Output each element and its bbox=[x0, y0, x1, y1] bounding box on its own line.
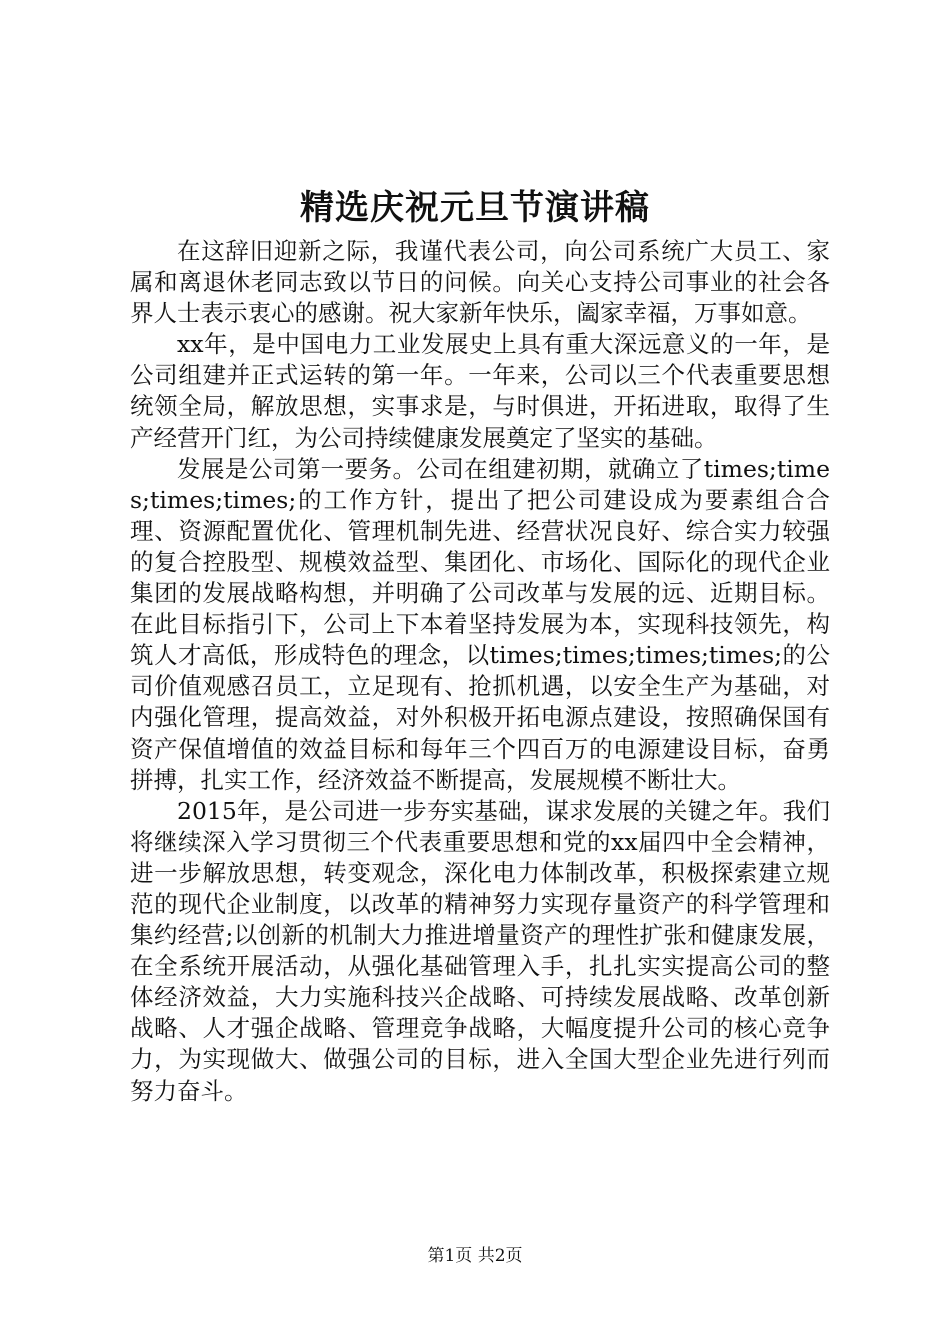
document-title: 精选庆祝元旦节演讲稿 bbox=[300, 188, 650, 228]
paragraph-development: 发展是公司第一要务。公司在组建初期，就确立了times;times;times;times;的工作方针，提出了把公司建设成为要素组合合理、资源配置优化、管理机制先进、经营状况良好、综合实力较强的复合控股型、规模效益型、集团化、市场化、国际化的现代企业集团的发展战略构想，并明确了公司改革与发展的远、近期目标。在此目标指引下，公司上下本着坚持发展为本，实现科技领先，构筑人才高低，形成特色的理念，以times;times;times;times;的公司价值观感召员工，立足现有、抢抓机遇，以安全生产为基础，对内强化管理，提高效益，对外积极开拓电源点建设，按照确保国有资产保值增值的效益目标和每年三个四百万的电源建设目标，奋勇拼搏，扎实工作，经济效益不断提高，发展规模不断壮大。 bbox=[130, 454, 830, 794]
paragraph-2015-plan: 2015年，是公司进一步夯实基础，谋求发展的关键之年。我们将继续深入学习贯彻三个代表重要思想和党的xx届四中全会精神，进一步解放思想，转变观念，深化电力体制改革，积极探索建立规范的现代企业制度，以改革的精神努力实现存量资产的科学管理和集约经营;以创新的机制大力推进增量资产的理性扩张和健康发展，在全系统开展活动，从强化基础管理入手，扎扎实实提高公司的整体经济效益，大力实施科技兴企战略、可持续发展战略、改革创新战略、人才强企战略、管理竞争战略，大幅度提升公司的核心竞争力，为实现做大、做强公司的目标，进入全国大型企业先进行列而努力奋斗。 bbox=[130, 796, 830, 1105]
paragraph-year-review: xx年，是中国电力工业发展史上具有重大深远意义的一年，是公司组建并正式运转的第一年。一年来，公司以三个代表重要思想统领全局，解放思想，实事求是，与时俱进，开拓进取，取得了生产经营开门红，为公司持续健康发展奠定了坚实的基础。 bbox=[130, 330, 830, 452]
paragraph-greeting: 在这辞旧迎新之际，我谨代表公司，向公司系统广大员工、家属和离退休老同志致以节日的问候。向关心支持公司事业的社会各界人士表示衷心的感谢。祝大家新年快乐，阖家幸福，万事如意。 bbox=[130, 237, 830, 328]
document-body bbox=[130, 236, 830, 1107]
page-footer bbox=[0, 1244, 950, 1268]
page-indicator: 第1页 共2页 bbox=[427, 1246, 523, 1266]
